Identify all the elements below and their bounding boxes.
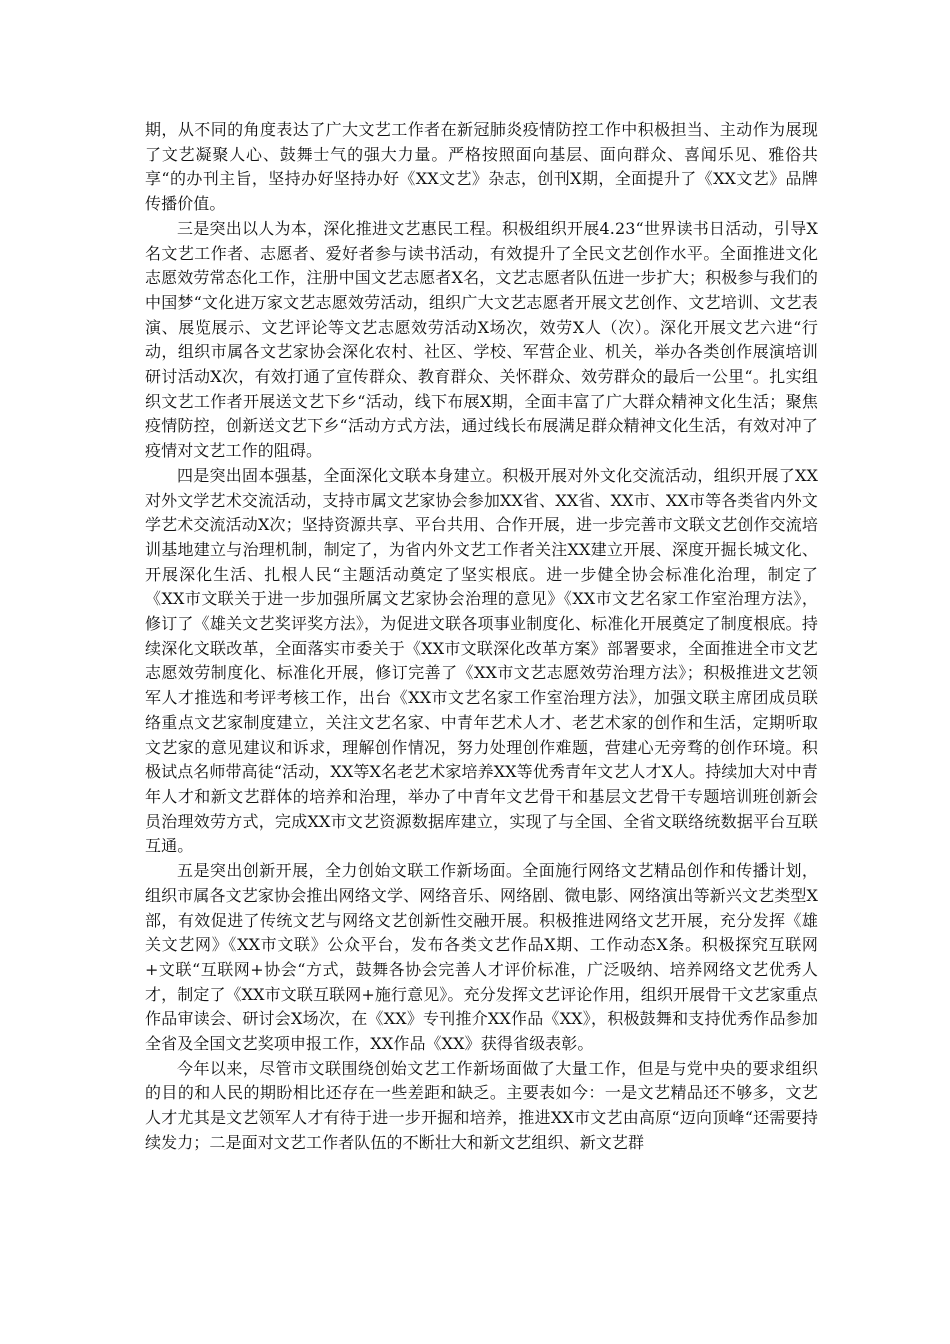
paragraph-5: 今年以来，尽管市文联围绕创始文艺工作新场面做了大量工作，但是与党中央的要求组织的目的和人民的期盼相比还存在一些差距和缺乏。主要表如今：一是文艺精品还不够多，文艺人才尤其是文艺领军人才有待于进一步开掘和培养，推进XX市文艺由高原“迈向顶峰“还需要持续发力；二是面对文艺工作者队伍的不断壮大和新文艺组织、新文艺群 — [145, 1058, 818, 1152]
paragraph-1: 期，从不同的角度表达了广大文艺工作者在新冠肺炎疫情防控工作中积极担当、主动作为展现了文艺凝聚人心、鼓舞士气的强大力量。严格按照面向基层、面向群众、喜闻乐见、雅俗共享“的办刊主旨，坚持办好坚持办好《XX文艺》杂志，创刊X期，全面提升了《XX文艺》品牌传播价值。 — [145, 120, 818, 214]
document-body — [145, 118, 818, 1156]
paragraph-4: 五是突出创新开展，全力创始文联工作新场面。全面施行网络文艺精品创作和传播计划，组织市属各文艺家协会推出网络文学、网络音乐、网络剧、微电影、网络演出等新兴文艺类型X部，有效促进了传统文艺与网络文艺创新性交融开展。积极推进网络文艺开展，充分发挥《雄关文艺网》《XX市文联》公众平台，发布各类文艺作品X期、工作动态X条。积极探究互联网+文联“互联网+协会“方式，鼓舞各协会完善人才评价标准，广泛吸纳、培养网络文艺优秀人才，制定了《XX市文联互联网+施行意见》。充分发挥文艺评论作用，组织开展骨干文艺家重点作品审读会、研讨会X场次，在《XX》专刊推介XX作品《XX》，积极鼓舞和支持优秀作品参加全省及全国文艺奖项申报工作，XX作品《XX》获得省级表彰。 — [145, 861, 818, 1054]
paragraph-2: 三是突出以人为本，深化推进文艺惠民工程。积极组织开展4.23“世界读书日活动，引导X名文艺工作者、志愿者、爱好者参与读书活动，有效提升了全民文艺创作水平。全面推进文化志愿效劳常态化工作，注册中国文艺志愿者X名，文艺志愿者队伍进一步扩大；积极参与我们的中国梦“文化进万家文艺志愿效劳活动，组织广大文艺志愿者开展文艺创作、文艺培训、文艺表演、展览展示、文艺评论等文艺志愿效劳活动X场次，效劳X人（次）。深化开展文艺六进“行动，组织市属各文艺家协会深化农村、社区、学校、军营企业、机关，举办各类创作展演培训研讨活动X次，有效打通了宣传群众、教育群众、关怀群众、效劳群众的最后一公里“。扎实组织文艺工作者开展送文艺下乡“活动，线下布展X期，全面丰富了广大群众精神文化生活；聚焦疫情防控，创新送文艺下乡“活动方式方法，通过线长布展满足群众精神文化生活，有效对冲了疫情对文艺工作的阻碍。 — [145, 218, 818, 461]
paragraph-3: 四是突出固本强基，全面深化文联本身建立。积极开展对外文化交流活动，组织开展了XX对外文学艺术交流活动，支持市属文艺家协会参加XX省、XX省、XX市、XX市等各类省内外文学艺术交流活动X次；坚持资源共享、平台共用、合作开展，进一步完善市文联文艺创作交流培训基地建立与治理机制，制定了，为省内外文艺工作者关注XX建立开展、深度开掘长城文化、开展深化生活、扎根人民“主题活动奠定了坚实根底。进一步健全协会标准化治理，制定了《XX市文联关于进一步加强所属文艺家协会治理的意见》《XX市文艺名家工作室治理方法》，修订了《雄关文艺奖评奖方法》，为促进文联各项事业制度化、标准化开展奠定了制度根底。持续深化文联改革，全面落实市委关于《XX市文联深化改革方案》部署要求，全面推进全市文艺志愿效劳制度化、标准化开展，修订完善了《XX市文艺志愿效劳治理方法》；积极推进文艺领军人才推选和考评考核工作，出台《XX市文艺名家工作室治理方法》，加强文联主席团成员联络重点文艺家制度建立，关注文艺名家、中青年艺术人才、老艺术家的创作和生活，定期听取文艺家的意见建议和诉求，理解创作情况，努力处理创作难题，营建心无旁骛的创作环境。积极试点名师带高徒“活动，XX等X名老艺术家培养XX等优秀青年文艺人才X人。持续加大对中青年人才和新文艺群体的培养和治理，举办了中青年文艺骨干和基层文艺骨干专题培训班创新会员治理效劳方式，完成XX市文艺资源数据库建立，实现了与全国、全省文联络统数据平台互联互通。 — [145, 465, 818, 856]
